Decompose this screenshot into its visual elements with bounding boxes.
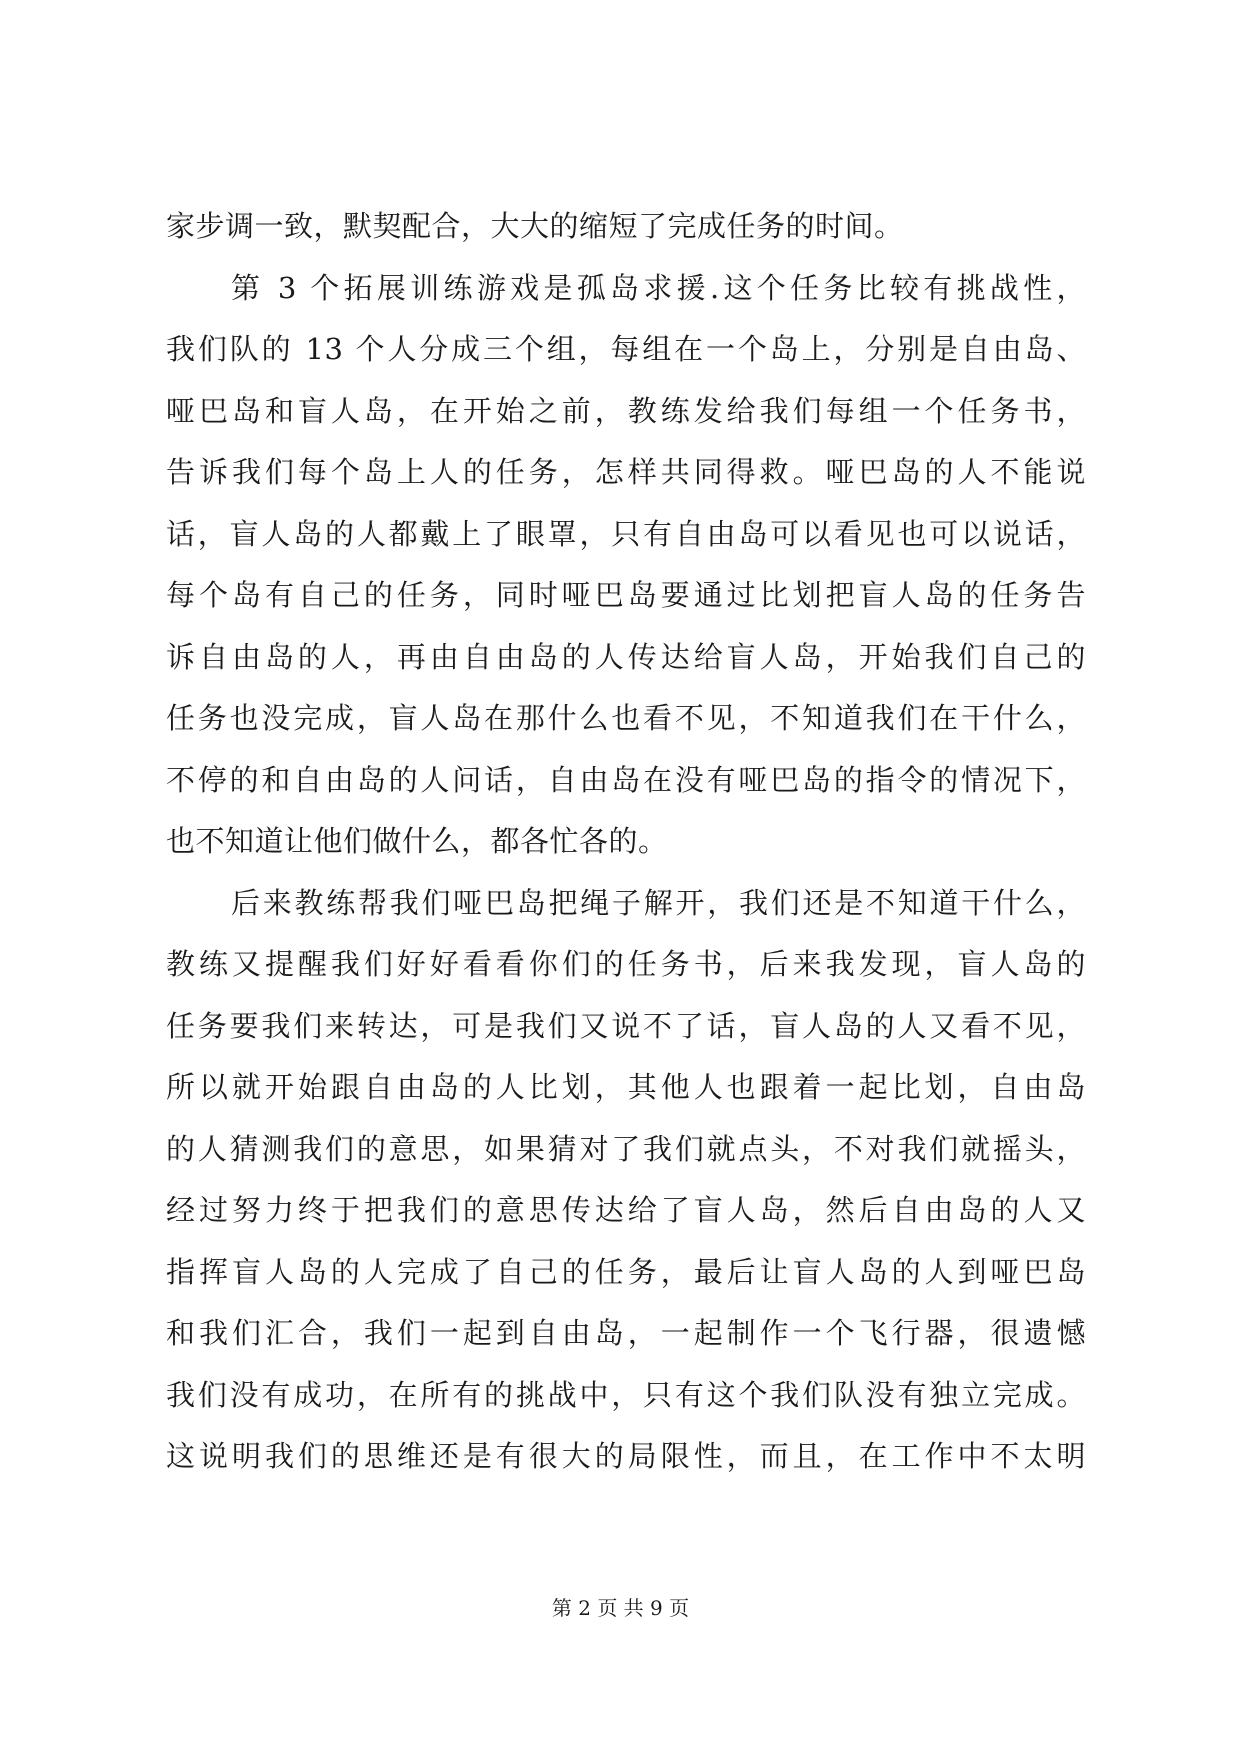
text-line: 不停的和自由岛的人问话，自由岛在没有哑巴岛的指令的情况下， bbox=[166, 762, 1086, 797]
text-line: 也不知道让他们做什么，都各忙各的。 bbox=[166, 824, 668, 858]
page-number-footer: 第 2 页 共 9 页 bbox=[551, 1596, 690, 1620]
text-line: 指挥盲人岛的人完成了自己的任务，最后让盲人岛的人到哑巴岛 bbox=[166, 1254, 1086, 1289]
text-line: 我们队的 13 个人分成三个组，每组在一个岛上，分别是自由岛、 bbox=[166, 332, 1086, 366]
text-line: 所以就开始跟自由岛的人比划，其他人也跟着一起比划，自由岛 bbox=[166, 1070, 1086, 1104]
text-line: 任务也没完成，盲人岛在那什么也看不见，不知道我们在干什么， bbox=[166, 701, 1086, 735]
document-body bbox=[166, 196, 1086, 1488]
text-line: 经过努力终于把我们的意思传达给了盲人岛，然后自由岛的人又 bbox=[166, 1193, 1086, 1227]
text-line: 家步调一致，默契配合，大大的缩短了完成任务的时间。 bbox=[166, 209, 904, 243]
text-line: 每个岛有自己的任务，同时哑巴岛要通过比划把盲人岛的任务告 bbox=[166, 578, 1086, 612]
text-line: 话，盲人岛的人都戴上了眼罩，只有自由岛可以看见也可以说话， bbox=[166, 516, 1086, 551]
text-line: 哑巴岛和盲人岛，在开始之前，教练发给我们每组一个任务书， bbox=[166, 393, 1086, 428]
text-line: 任务要我们来转达，可是我们又说不了话，盲人岛的人又看不见， bbox=[166, 1008, 1086, 1043]
text-line: 诉自由岛的人，再由自由岛的人传达给盲人岛，开始我们自己的 bbox=[166, 639, 1086, 674]
text-line: 教练又提醒我们好好看看你们的任务书，后来我发现，盲人岛的 bbox=[166, 947, 1086, 981]
text-line: 和我们汇合，我们一起到自由岛，一起制作一个飞行器，很遗憾 bbox=[166, 1316, 1086, 1350]
text-line: 告诉我们每个岛上人的任务，怎样共同得救。哑巴岛的人不能说 bbox=[166, 455, 1086, 489]
text-line: 第 3 个拓展训练游戏是孤岛求援.这个任务比较有挑战性， bbox=[231, 270, 1086, 305]
text-line: 这说明我们的思维还是有很大的局限性，而且，在工作中不太明 bbox=[166, 1439, 1086, 1473]
text-line: 后来教练帮我们哑巴岛把绳子解开，我们还是不知道干什么， bbox=[231, 885, 1086, 920]
text-line: 我们没有成功，在所有的挑战中，只有这个我们队没有独立完成。 bbox=[166, 1377, 1086, 1412]
text-line: 的人猜测我们的意思，如果猜对了我们就点头，不对我们就摇头， bbox=[166, 1131, 1086, 1166]
